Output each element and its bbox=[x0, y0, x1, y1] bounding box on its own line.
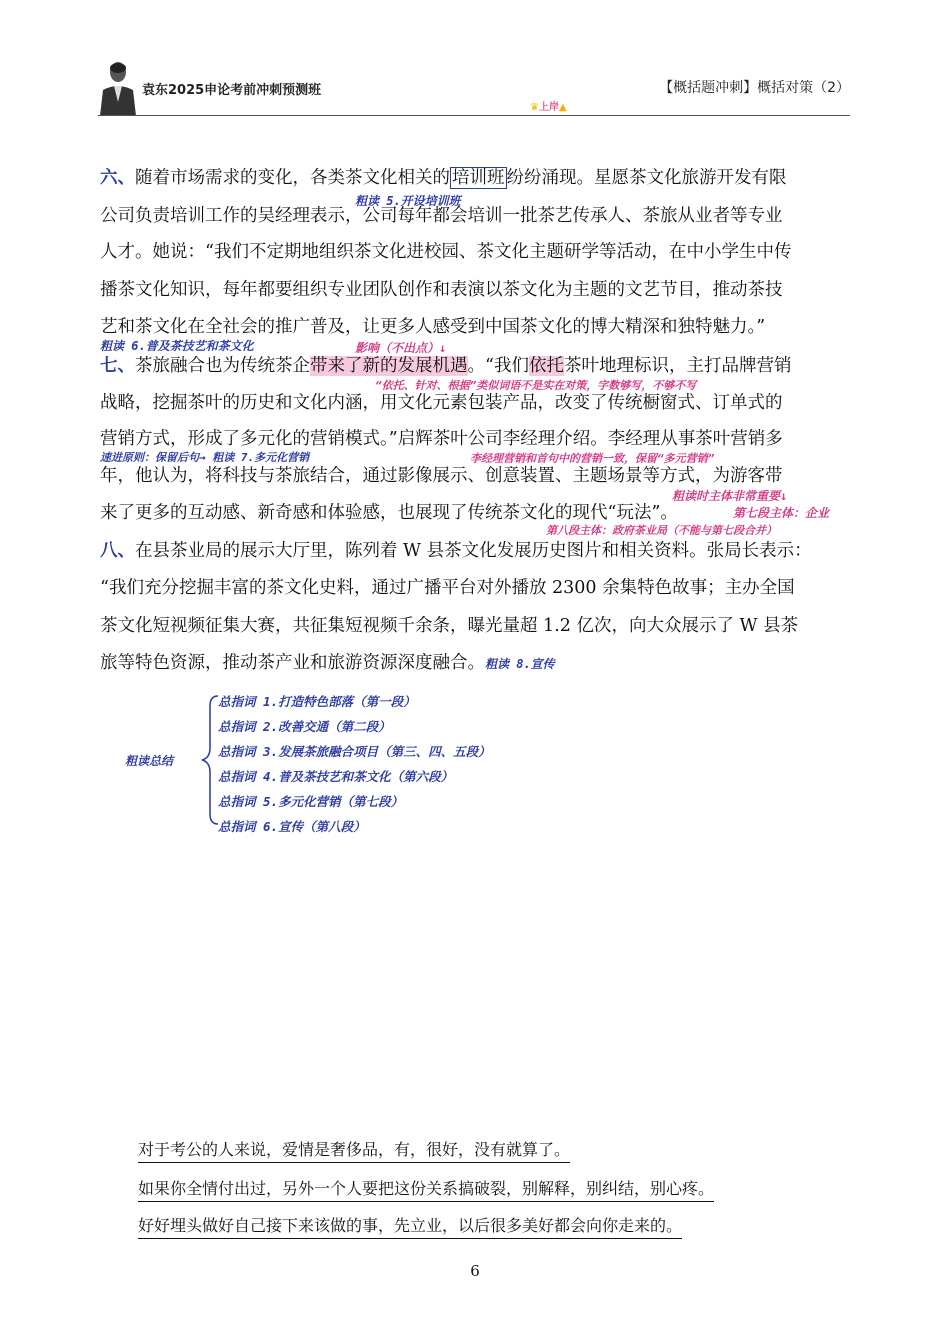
para7-line2: 战略，挖掘茶叶的历史和文化内涵，用文化元素包装产品，改变了传统橱窗式、订单式的 bbox=[100, 393, 783, 413]
page-number: 6 bbox=[470, 1262, 480, 1280]
quote-line-1: 对于考公的人来说，爱情是奢侈品，有，很好，没有就算了。 bbox=[138, 1137, 570, 1163]
brand-logo: ♛上岸▲ bbox=[530, 102, 567, 113]
para6-line3: 人才。她说：“我们不定期地组织茶文化进校园、茶文化主题研学等活动，在中小学生中传 bbox=[100, 242, 792, 262]
para6-line5: 艺和茶文化在全社会的推广普及，让更多人感受到中国茶文化的博大精深和独特魅力。” bbox=[100, 317, 766, 337]
para6-label: 六、 bbox=[100, 168, 135, 188]
highlight-yituo: 依托 bbox=[528, 356, 564, 376]
annotation-8: 粗读 8.宣传 bbox=[485, 657, 555, 671]
para7-label: 七、 bbox=[100, 356, 135, 376]
para7-line1: 七、茶旅融合也为传统茶企带来了新的发展机遇。“我们依托茶叶地理标识，主打品牌营销 bbox=[100, 356, 792, 376]
para6-line1: 六、随着市场需求的变化，各类茶文化相关的 培训班 纷纷涌现。星愿茶文化旅游开发有限 bbox=[100, 168, 787, 188]
para7-line4: 年，他认为，将科技与茶旅结合，通过影像展示、创意装置、主题场景等方式，为游客带 bbox=[100, 466, 783, 486]
annotation-li-note: 李经理营销和首句中的营销一致，保留“多元营销” bbox=[470, 452, 715, 465]
para8-line4: 旅等特色资源，推动茶产业和旅游资源深度融合。粗读 8.宣传 bbox=[100, 653, 555, 673]
summary-item-1: 总指词 1.打造特色部落（第一段） bbox=[218, 694, 416, 709]
summary-item-6: 总指词 6.宣传（第八段） bbox=[218, 819, 366, 834]
summary-brace bbox=[198, 690, 220, 830]
para8-label: 八、 bbox=[100, 541, 135, 561]
quote-line-2: 如果你全情付出过，另外一个人要把这份关系搞破裂，别解释，别纠结，别心疼。 bbox=[138, 1176, 714, 1202]
para8-line1: 八、在县茶业局的展示大厅里，陈列着 W 县茶文化发展历史图片和相关资料。张局长表示： bbox=[100, 541, 812, 561]
annotation-7: 速进原则：保留后句→ 粗读 7.多元化营销 bbox=[100, 451, 310, 464]
summary-item-5: 总指词 5.多元化营销（第七段） bbox=[218, 794, 404, 809]
lesson-title: 【概括题冲刺】概括对策（2） bbox=[659, 80, 850, 96]
highlight-opportunity: 带来了新的发展机遇 bbox=[310, 356, 468, 376]
boxed-keyword: 培训班 bbox=[452, 168, 505, 188]
course-title: 袁东2025申论考前冲刺预测班 bbox=[142, 83, 322, 98]
para6-line4: 播茶文化知识，每年都要组织专业团队创作和表演以茶文化为主题的文艺节目，推动茶技 bbox=[100, 280, 783, 300]
summary-item-2: 总指词 2.改善交通（第二段） bbox=[218, 719, 391, 734]
author-photo bbox=[98, 58, 138, 116]
summary-label: 粗读总结 bbox=[125, 754, 174, 768]
annotation-5: 粗读 5.开设培训班 bbox=[355, 194, 461, 208]
annotation-subject-7: 第七段主体：企业 bbox=[733, 506, 830, 520]
para6-line2: 公司负责培训工作的吴经理表示，公司每年都会培训一批茶艺传承人、茶旅从业者等专业 bbox=[100, 206, 783, 226]
header-divider bbox=[98, 115, 850, 116]
summary-item-4: 总指词 4.普及茶技艺和茶文化（第六段） bbox=[218, 769, 454, 784]
para8-line2: “我们充分挖掘丰富的茶文化史料，通过广播平台对外播放 2300 余集特色故事；主办全国 bbox=[100, 578, 795, 598]
para7-line3: 营销方式，形成了多元化的营销模式。”启辉茶叶公司李经理介绍。李经理从事茶叶营销多 bbox=[100, 429, 783, 449]
annotation-subject-8: 第八段主体：政府茶业局（不能与第七段合并） bbox=[546, 524, 777, 537]
para8-line3: 茶文化短视频征集大赛，共征集短视频千余条，曝光量超 1.2 亿次，向大众展示了 W 县茶 bbox=[100, 616, 799, 636]
quote-line-3: 好好埋头做好自己接下来该做的事，先立业，以后很多美好都会向你走来的。 bbox=[138, 1213, 682, 1239]
annotation-6: 粗读 6.普及茶技艺和茶文化 bbox=[100, 339, 254, 353]
summary-item-3: 总指词 3.发展茶旅融合项目（第三、四、五段） bbox=[218, 744, 491, 759]
annotation-influence: 影响（不出点）↓ bbox=[355, 341, 447, 355]
para7-line5: 来了更多的互动感、新奇感和体验感，也展现了传统茶文化的现代“玩法”。 bbox=[100, 503, 678, 523]
annotation-subject-important: 粗读时主体非常重要↓ bbox=[672, 489, 788, 503]
annotation-yituo-note: “依托、针对、根据”类似词语不是实在对策，字数够写，不够不写 bbox=[375, 379, 697, 392]
